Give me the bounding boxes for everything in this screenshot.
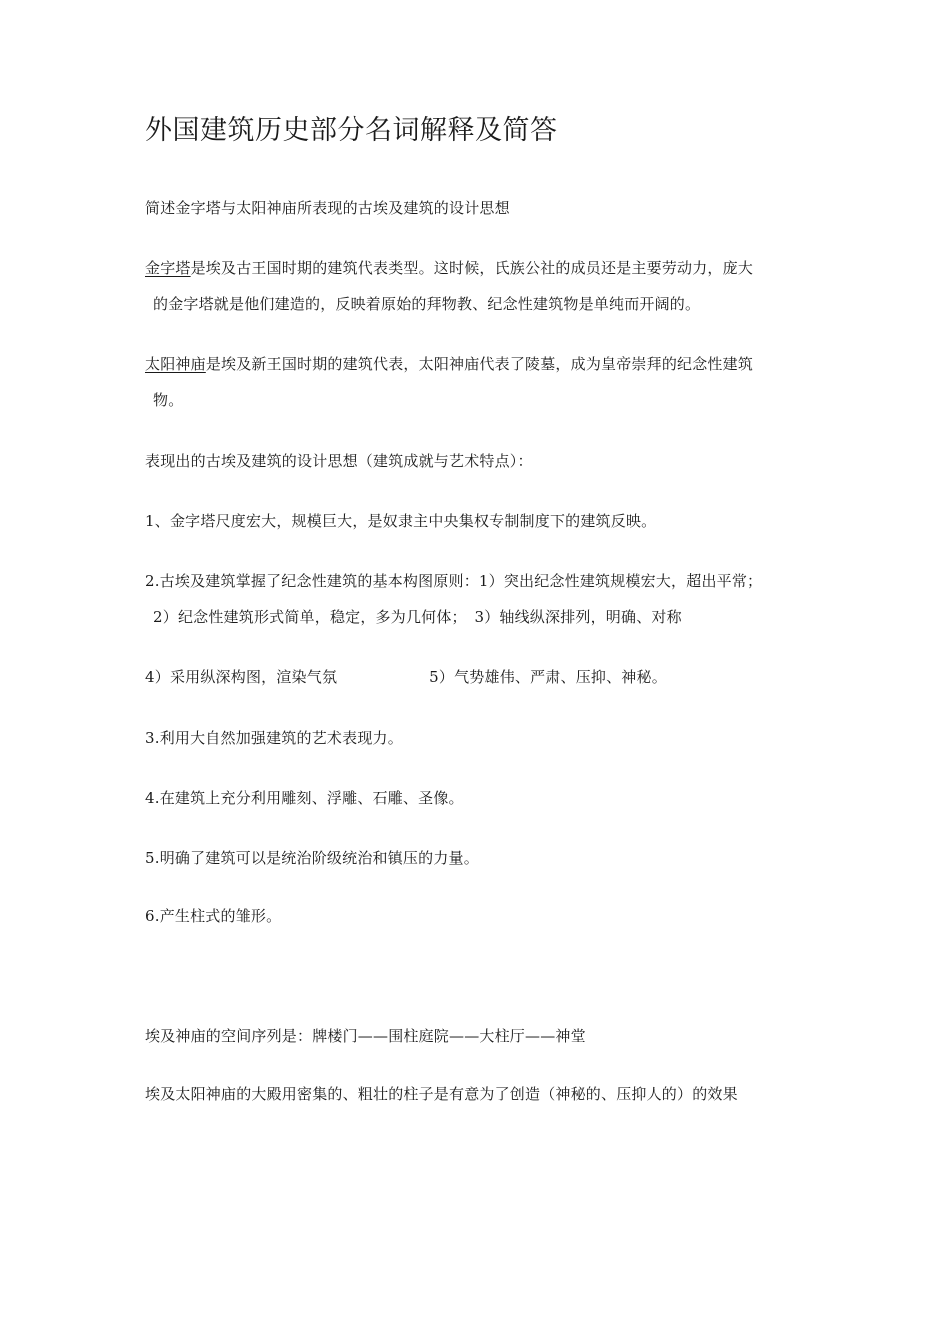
sun-temple-line1-text: 是埃及新王国时期的建筑代表，太阳神庙代表了陵墓，成为皇帝崇拜的纪念性建筑 [205,355,754,373]
sun-temple-term: 太阳神庙 [145,355,206,373]
point-6: 6.产生柱式的雏形。 [145,907,282,925]
point-5: 5.明确了建筑可以是统治阶级统治和镇压的力量。 [145,849,479,867]
point-2-sub5: 5）气势雄伟、严肃、压抑、神秘。 [429,668,667,686]
design-ideas-heading: 表现出的古埃及建筑的设计思想（建筑成就与艺术特点）： [145,452,533,470]
temple-spatial-sequence: 埃及神庙的空间序列是：牌楼门——围柱庭院——大柱厅——神堂 [145,1027,586,1045]
point-2-sub4: 4）采用纵深构图，渲染气氛 [145,668,338,686]
sun-temple-paragraph-line1 [145,354,753,374]
pyramid-paragraph-line1 [145,258,753,278]
point-4: 4.在建筑上充分利用雕刻、浮雕、石雕、圣像。 [145,789,464,807]
point-2-line2: 2）纪念性建筑形式简单，稳定，多为几何体； 3）轴线纵深排列，明确、对称 [153,608,682,626]
pyramid-paragraph-line2: 的金字塔就是他们建造的，反映着原始的拜物教、纪念性建筑物是单纯而开阔的。 [153,295,701,313]
document-title: 外国建筑历史部分名词解释及简答 [145,115,558,146]
question-heading: 简述金字塔与太阳神庙所表现的古埃及建筑的设计思想 [145,199,510,217]
pyramid-line1-text: 是埃及古王国时期的建筑代表类型。这时候，氏族公社的成员还是主要劳动力，庞大 [190,259,754,277]
pyramid-term: 金字塔 [145,259,191,277]
columns-effect: 埃及太阳神庙的大殿用密集的、粗壮的柱子是有意为了创造（神秘的、压抑人的）的效果 [145,1085,738,1103]
sun-temple-paragraph-line2: 物。 [153,391,184,409]
point-2-line3 [145,667,667,687]
point-2-line1: 2.古埃及建筑掌握了纪念性建筑的基本构图原则：1）突出纪念性建筑规模宏大，超出平常； [145,572,763,590]
point-3: 3.利用大自然加强建筑的艺术表现力。 [145,729,403,747]
point-1: 1、金字塔尺度宏大，规模巨大，是奴隶主中央集权专制制度下的建筑反映。 [145,512,657,530]
